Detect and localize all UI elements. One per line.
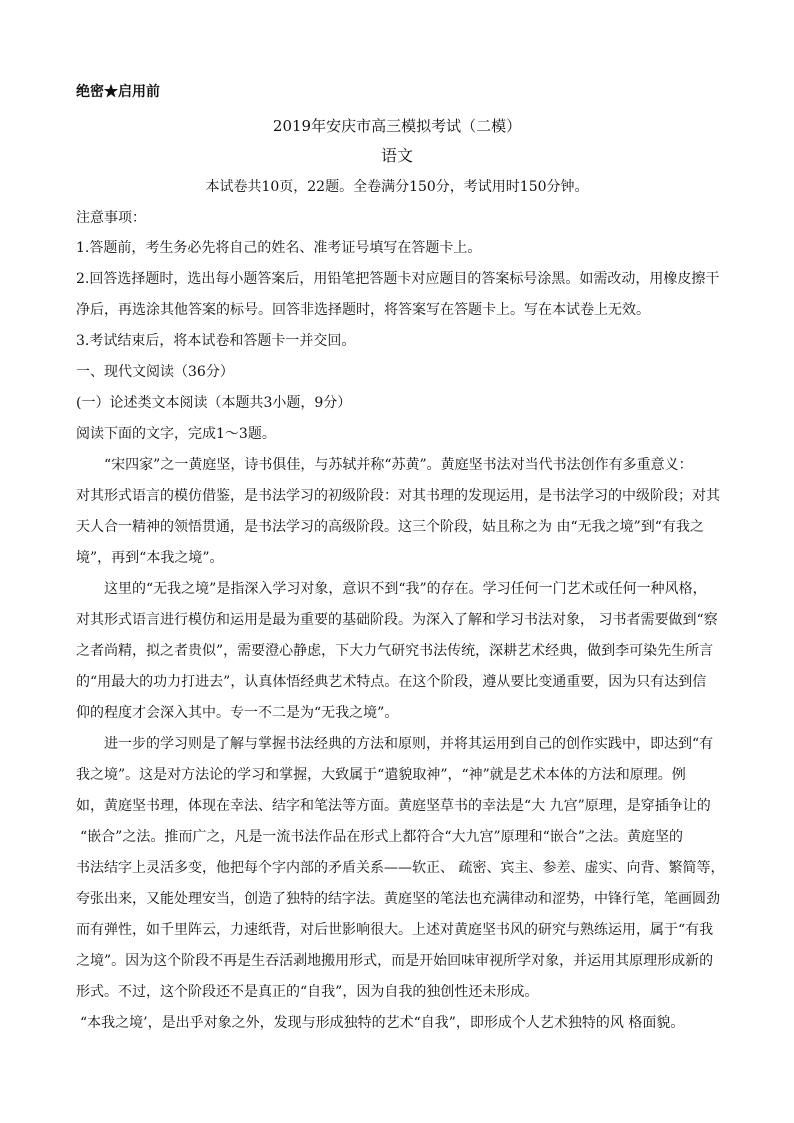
passage-line: “嵌合”之法。推而广之，凡是一流书法作品在形式上都符合“大九宫”原理和“嵌合”之法。黄庭坚的 — [80, 829, 683, 845]
notice-item: 2.回答选择题时，选出每小题答案后，用铅笔把答题卡对应题目的答案标号涂黑。如需改动，用橡皮擦干 — [76, 271, 720, 287]
passage-line: 进一步的学习则是了解与掌握书法经典的方法和原则，并将其运用到自己的创作实践中，即达到“有 — [104, 736, 714, 752]
notice-heading: 注意事项： — [76, 210, 146, 226]
passage-line: 的“用最大的功力打进去”，认真体悟经典艺术特点。在这个阶段，遵从要比变通重要，因为只有达到信 — [76, 674, 707, 690]
passage-line: 之者尚精，拟之者贵似”，需要澄心静虑，下大力气研究书法传统，深耕艺术经典，做到李可染先生所言 — [76, 643, 714, 659]
section-subheading: (一）论述类文本阅读（本题共3小题，9分） — [76, 395, 352, 411]
section-instruction: 阅读下面的文字，完成1～3题。 — [76, 426, 276, 442]
confidential-label: 绝密★启用前 — [76, 84, 160, 100]
subject-title: 语文 — [380, 147, 413, 165]
passage-line: 境”，再到“本我之境”。 — [76, 550, 224, 566]
exam-info: 本试卷共10页，22题。全卷满分150分，考试用时150分钟。 — [205, 179, 589, 195]
exam-title: 2019年安庆市高三模拟考试（二模） — [272, 117, 522, 135]
passage-line: “本我之境’，是出乎对象之外，发现与形成独特的艺术“自我”，即形成个人艺术独特的风 格面貌。 — [80, 1015, 685, 1031]
passage-line: 夸张出来，又能处理安当，创造了独特的结字法。黄庭坚的笔法也充满律动和涩势，中锋行笔，笔画圆劲 — [76, 891, 720, 907]
passage-line: 如，黄庭坚书理，体现在幸法、结字和笔法等方面。黄庭坚草书的幸法是“大 九宫”原理，是穿插争让的 — [76, 798, 711, 814]
passage-line: 这里的“无我之境”是指深入学习对象，意识不到“我”的存在。学习任何一门艺术或任何一种风格， — [104, 581, 707, 597]
notice-item: 3.考试结束后，将本试卷和答题卡一并交回。 — [76, 333, 356, 349]
passage-line: 仰的程度才会深入其中。专一不二是为“无我之境”。 — [76, 705, 399, 721]
passage-line: 而有弹性，如千里阵云，力速纸背，对后世影响很大。上述对黄庭坚书风的研究与熟练运用，属于“有我 — [76, 922, 714, 938]
passage-line: “宋四家”之一黄庭坚，诗书俱佳，与苏轼并称“苏黄”。黄庭坚书法对当代书法创作有多重意义： — [104, 457, 693, 473]
passage-line: 之境”。因为这个阶段不再是生吞活剥地搬用形式，而是开始回味审视所学对象，并运用其原理形成新的 — [76, 953, 714, 969]
passage-line: 对其形式语言进行模仿和运用是最为重要的基础阶段。为深入了解和学习书法对象， 习书者需要做到“察 — [76, 612, 718, 628]
passage-line: 对其形式语言的模仿借鉴，是书法学习的初级阶段：对其书理的发现运用，是书法学习的中级阶段；对其 — [76, 488, 720, 504]
passage-line: 书法结字上灵活多变，他把每个字内部的矛盾关系——软正、 疏密、宾主、参差、虚实、向背、繁简等， — [76, 860, 725, 876]
notice-item: 1.答题前，考生务必先将自己的姓名、准考证号填写在答题卡上。 — [76, 240, 482, 256]
section-heading: 一、现代文阅读（36分） — [76, 364, 234, 380]
passage-line: 形式。不过，这个阶段还不是真正的“自我”，因为自我的独创性还未形成。 — [76, 984, 539, 1000]
passage-line: 我之境”。这是对方法论的学习和掌握，大致属于“遣貌取神”，“神”就是艺术本体的方法和原理。例 — [76, 767, 686, 783]
notice-item: 净后，再选涂其他答案的标号。回答非选择题时，将答案写在答题卡上。写在本试卷上无效。 — [76, 302, 650, 318]
passage-line: 天人合一精神的领悟贯通，是书法学习的高级阶段。这三个阶段，姑且称之为 由“无我之境”到“有我之 — [76, 519, 704, 535]
